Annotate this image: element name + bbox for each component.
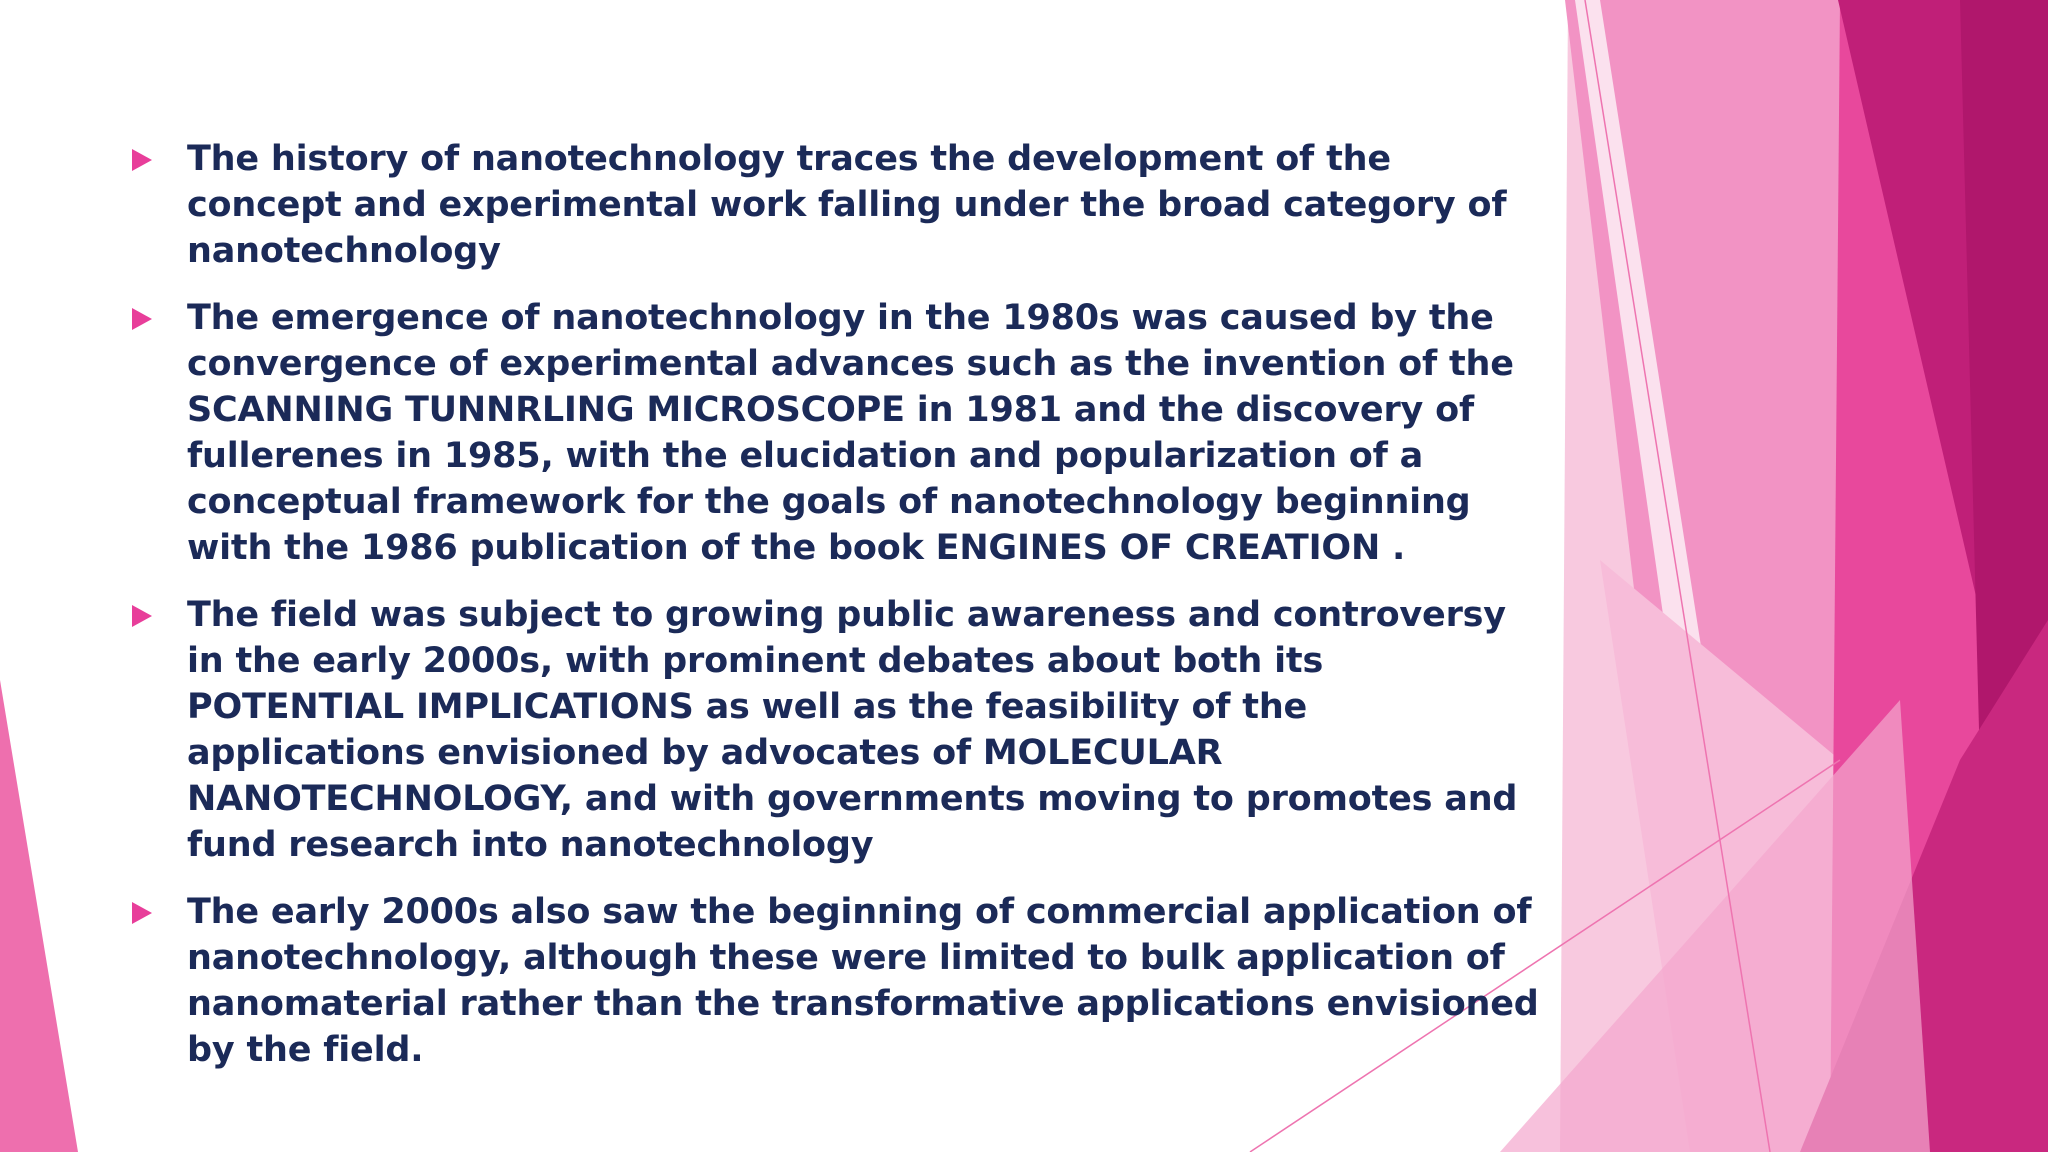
bullet-item	[130, 136, 1550, 274]
bullet-text: The emergence of nanotechnology in the 1980s was caused by the convergence of experimental advances such as the invention of the SCANNING TUNNRLING MICROSCOPE in 1981 and the discovery of fullerenes in 1985, with the elucidation and popularization of a conceptual framework for the goals of nanotechnology beginning with the 1986 publication of the book ENGINES OF CREATION .	[187, 298, 1514, 568]
bullet-text: The field was subject to growing public awareness and controversy in the early 2000s, with prominent debates about both its POTENTIAL IMPLICATIONS as well as the feasibility of the applications envisioned by advocates of MOLECULAR NANOTECHNOLOGY, and with governments moving to promotes and fund research into nanotechnology	[187, 595, 1518, 865]
bullet-item	[130, 592, 1550, 868]
triangle-bullet-icon	[132, 605, 152, 627]
triangle-bullet-icon	[132, 308, 152, 330]
left-edge-shape	[0, 680, 78, 1152]
bullet-item	[130, 295, 1550, 571]
bullet-item	[130, 889, 1550, 1073]
bullet-list	[130, 136, 1550, 1094]
triangle-bullet-icon	[132, 149, 152, 171]
bullet-text: The early 2000s also saw the beginning of commercial application of nanotechnology, although these were limited to bulk application of nanomaterial rather than the transformative applications envisioned by the field.	[187, 892, 1539, 1070]
triangle-bullet-icon	[132, 902, 152, 924]
bullet-text: The history of nanotechnology traces the development of the concept and experimental work falling under the broad category of nanotechnology	[187, 139, 1507, 271]
